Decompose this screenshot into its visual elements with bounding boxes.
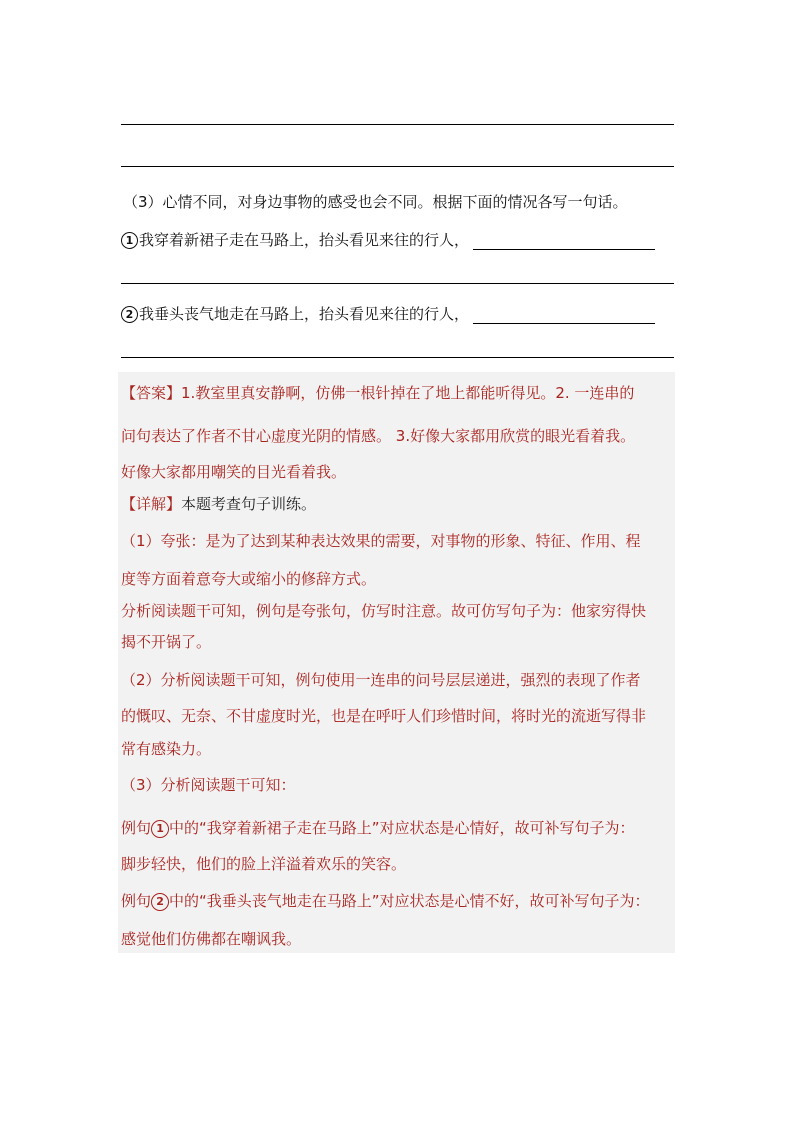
circled-number-2: 2 — [151, 893, 169, 911]
detail-p6-line-1: 例句 2 中的“我垂头丧气地走在马路上”对应状态是心情不好，故可补写句子为： — [121, 892, 650, 910]
answer-tag: 【答案】 — [121, 384, 182, 402]
detail-p2-line-2: 揭不开锅了。 — [121, 633, 212, 651]
answer-line-1 — [121, 124, 674, 125]
answer-line-3-text: 好像大家都用嘲笑的目光看着我。 — [121, 463, 347, 481]
detail-p3-line-3: 常有感染力。 — [121, 740, 212, 758]
detail-p1-line-1: （1）夸张：是为了达到某种表达效果的需要，对事物的形象、特征、作用、程 — [121, 532, 641, 550]
detail-p1-line-2: 度等方面着意夸大或缩小的修辞方式。 — [121, 570, 377, 588]
answer-line-3 — [121, 283, 674, 284]
answer-line-4 — [121, 357, 674, 358]
item-1-text: 我穿着新裙子走在马路上，抬头看见来往的行人， — [139, 231, 470, 249]
item-1-blank — [473, 233, 655, 250]
answer-line-2 — [121, 166, 674, 167]
question-3-item-1 — [121, 230, 655, 250]
question-3-item-2 — [121, 304, 655, 324]
answer-line-1-text: 【答案】1.教室里真安静啊，仿佛一根针掉在了地上都能听得见。2. 一连串的 — [121, 384, 635, 402]
circled-number-2: 2 — [121, 306, 138, 323]
detail-p6-line-2: 感觉他们仿佛都在嘲讽我。 — [121, 930, 302, 948]
item-2-text: 我垂头丧气地走在马路上，抬头看见来往的行人， — [139, 305, 470, 323]
answer-line-2-text: 问句表达了作者不甘心虚度光阴的情感。 3.好像大家都用欣赏的眼光看着我。 — [121, 427, 636, 445]
detail-p4: （3）分析阅读题干可知： — [121, 776, 296, 794]
detail-p3-line-2: 的慨叹、无奈、不甘虚度时光，也是在呼吁人们珍惜时间，将时光的流逝写得非 — [121, 707, 647, 725]
detail-tag: 【详解】 — [121, 495, 182, 513]
question-3-title: （3）心情不同，对身边事物的感受也会不同。根据下面的情况各写一句话。 — [123, 193, 628, 211]
detail-intro: 【详解】本题考查句子训练。 — [121, 495, 317, 513]
detail-p5-line-1: 例句 1 中的“我穿着新裙子走在马路上”对应状态是心情好，故可补写句子为： — [121, 819, 635, 837]
circled-number-1: 1 — [121, 232, 138, 249]
detail-p2-line-1: 分析阅读题干可知，例句是夸张句，仿写时注意。故可仿写句子为：他家穷得快 — [121, 602, 647, 620]
item-2-blank — [473, 307, 655, 324]
detail-p5-line-2: 脚步轻快，他们的脸上洋溢着欢乐的笑容。 — [121, 855, 407, 873]
detail-p3-line-1: （2）分析阅读题干可知，例句使用一连串的问号层层递进，强烈的表现了作者 — [121, 671, 641, 689]
circled-number-1: 1 — [151, 820, 169, 838]
